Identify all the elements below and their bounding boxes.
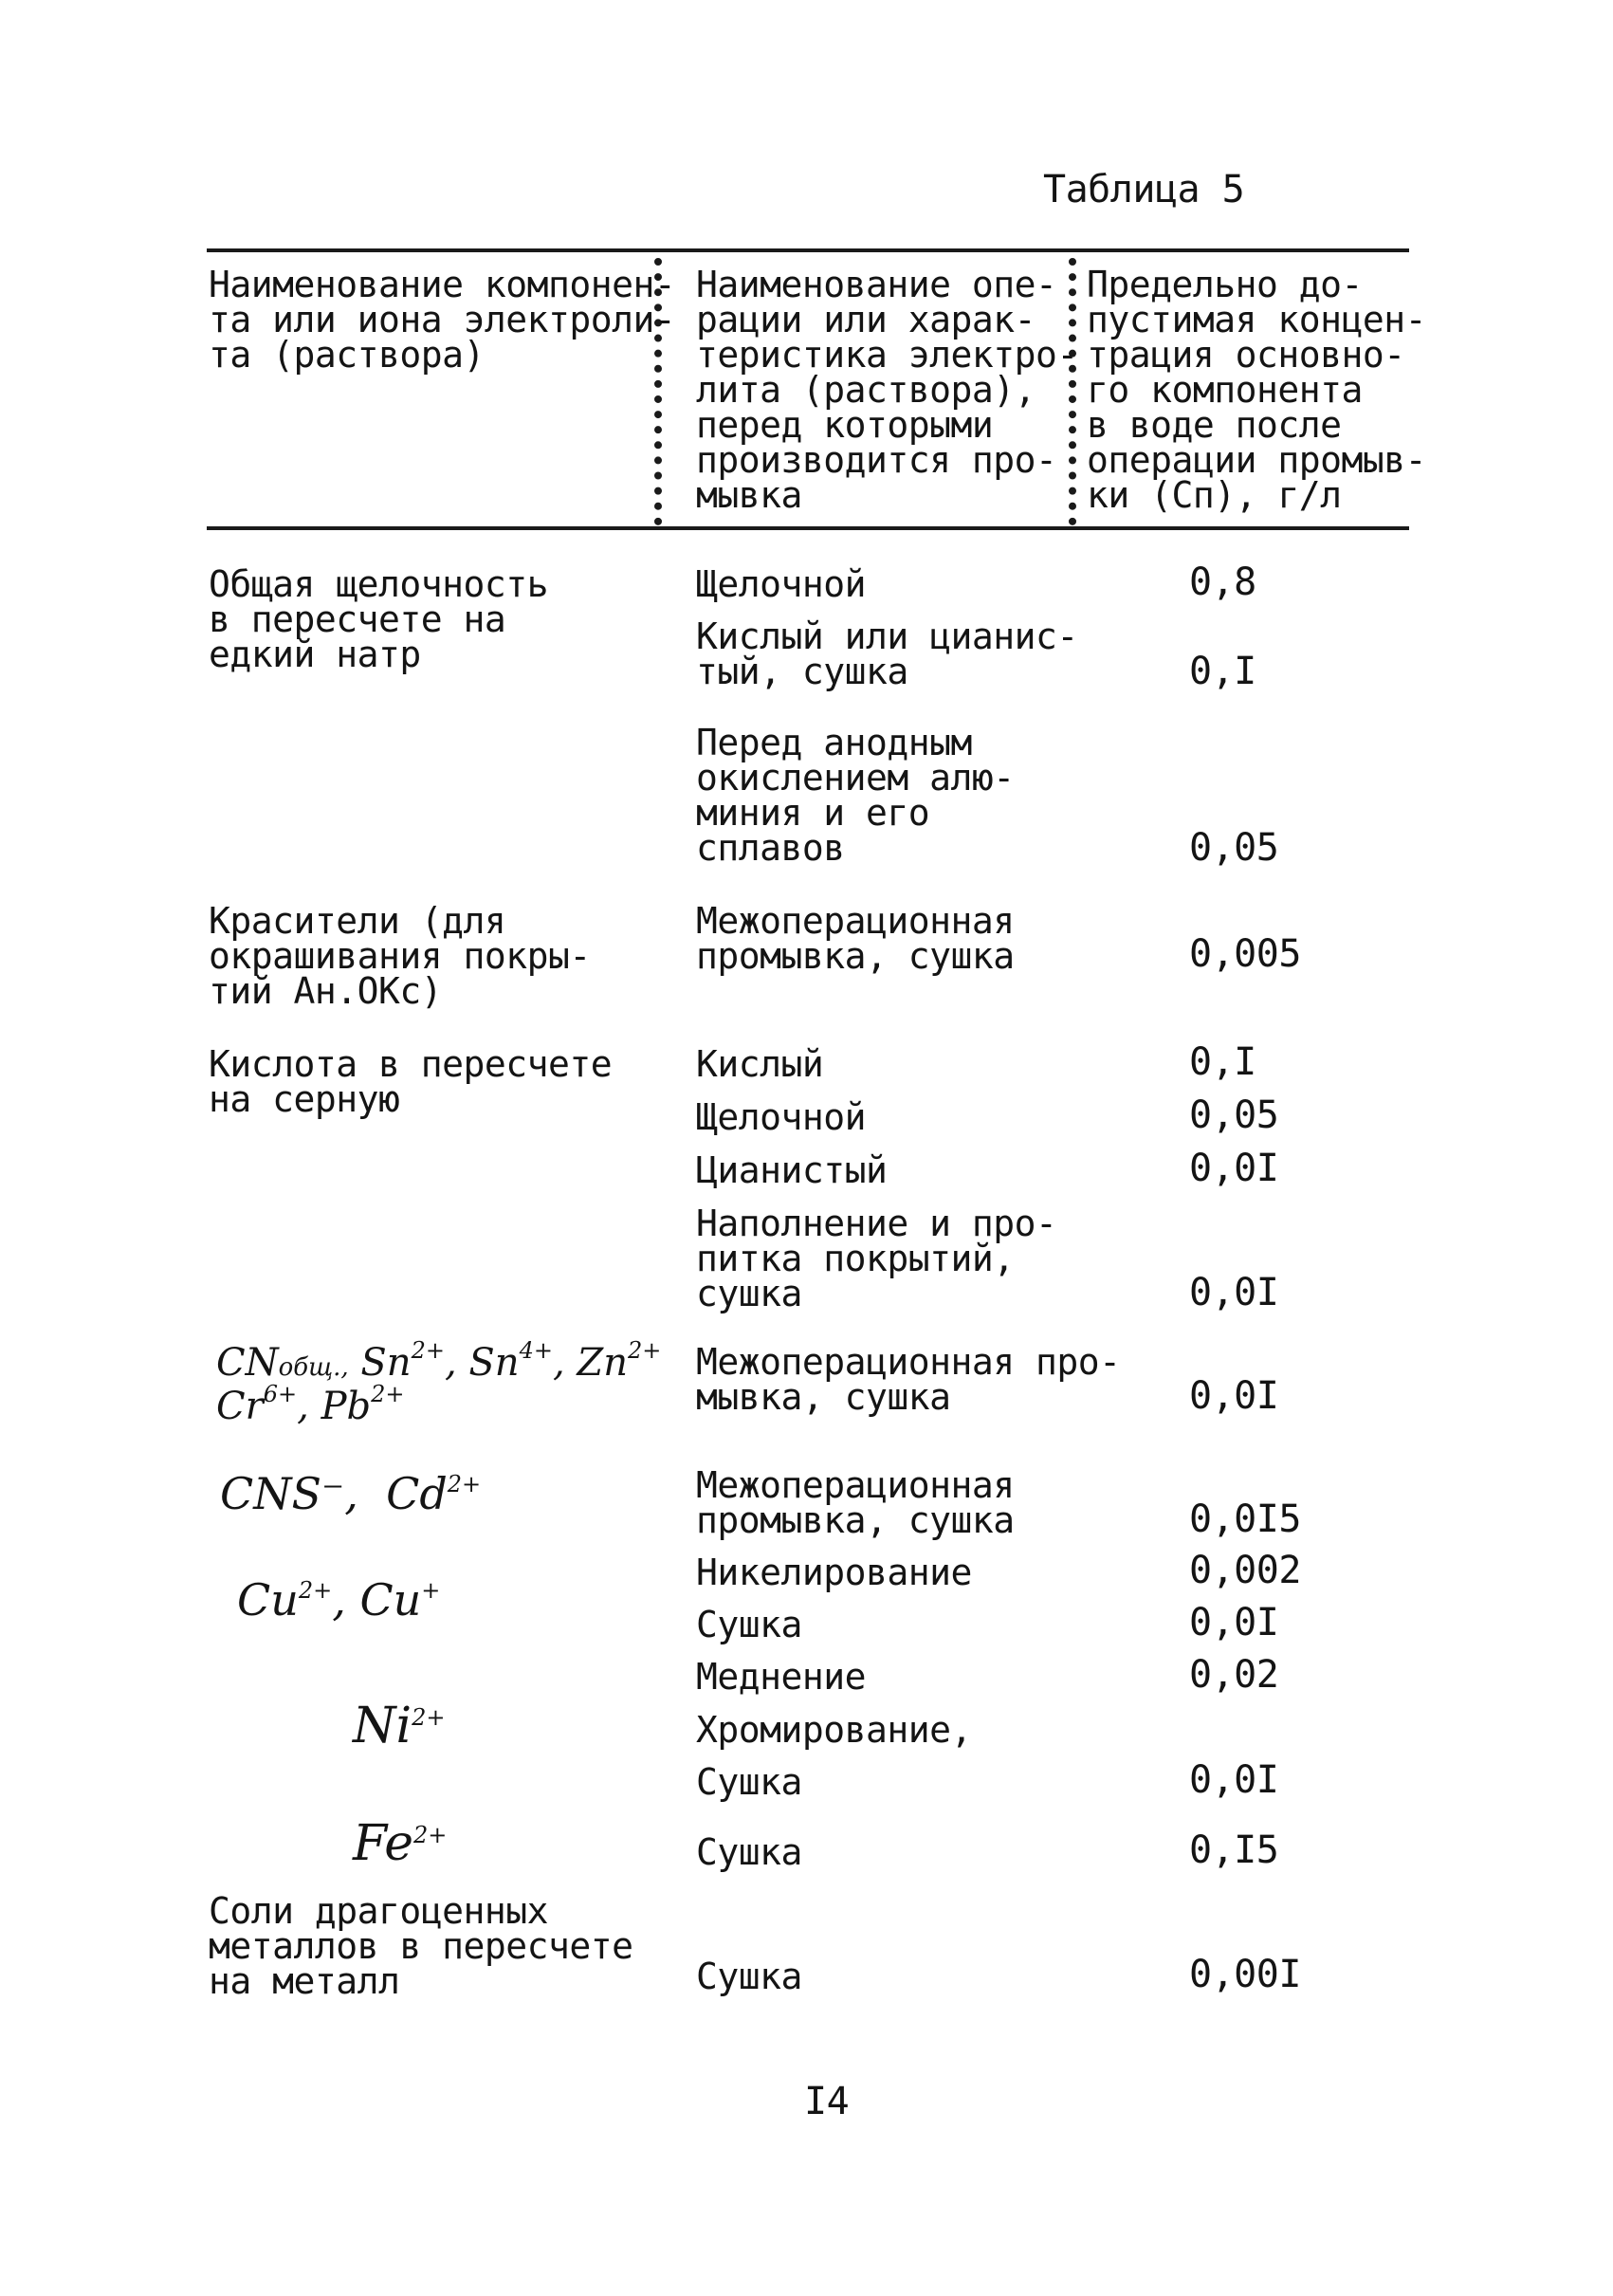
component-precious-salts: Соли драгоценных металлов в пересчете на металл <box>209 1890 633 2002</box>
header-bottom-rule <box>207 526 1409 530</box>
value-cell: 0,I <box>1189 1040 1256 1084</box>
component-cns-cd: CNS⁻, $Cd^{2+}$ <box>220 1468 482 1519</box>
value-cell: 0,05 <box>1189 1093 1279 1137</box>
operation-cell: Щелочной <box>696 563 867 605</box>
page-number: I4 <box>804 2080 850 2123</box>
operation-cell: Сушка <box>696 1761 802 1803</box>
header-component: Наименование компонен- та или иона электроли- та (раствора) <box>209 264 676 376</box>
operation-cell: Хромирование, <box>696 1709 972 1751</box>
header-operation: Наименование опе- рации или харак- теристика электро- лита (раствора), перед которыми производится про- мывка <box>696 264 1078 516</box>
value-cell: 0,00I <box>1189 1953 1301 1996</box>
component-ni: $Ni^{2+}$ <box>353 1698 446 1754</box>
header-concentration: Предельно до- пустимая концен- трация основно- го компонента в воде после операции промыв- ки (Сп), г/л <box>1087 264 1427 516</box>
operation-cell: Межоперационная промывка, сушка <box>696 900 1015 977</box>
operation-cell: Сушка <box>696 1604 802 1645</box>
value-cell: 0,0I <box>1189 1601 1279 1644</box>
value-cell: 0,0I <box>1189 1758 1279 1802</box>
value-cell: 0,02 <box>1189 1653 1279 1697</box>
value-cell: 0,0I <box>1189 1271 1279 1314</box>
header-top-rule <box>207 248 1409 252</box>
component-fe: $Fe^{2+}$ <box>353 1815 448 1872</box>
operation-cell: Кислый или цианис- тый, сушка <box>696 615 1078 692</box>
value-cell: 0,05 <box>1189 826 1279 870</box>
operation-cell: Межоперационная про- мывка, сушка <box>696 1341 1121 1418</box>
component-acid: Кислота в пересчете на серную <box>209 1043 613 1120</box>
operation-cell: Щелочной <box>696 1096 867 1138</box>
operation-cell: Межоперационная промывка, сушка <box>696 1464 1015 1541</box>
operation-cell: Цианистый <box>696 1149 888 1191</box>
operation-cell: Сушка <box>696 1956 802 1997</box>
component-dyes: Красители (для окрашивания покры- тий Ан.ОКс) <box>209 900 591 1012</box>
operation-cell: Никелирование <box>696 1552 972 1593</box>
operation-cell: Перед анодным окислением алю- миния и его сплавов <box>696 722 1015 869</box>
value-cell: 0,0I <box>1189 1147 1279 1190</box>
component-cu: $Cu^{2+}$, Cu+ <box>237 1574 441 1626</box>
value-cell: 0,005 <box>1189 932 1301 976</box>
operation-cell: Меднение <box>696 1656 867 1698</box>
value-cell: 0,0I <box>1189 1374 1279 1418</box>
operation-cell: Кислый <box>696 1043 824 1085</box>
operation-cell: Сушка <box>696 1831 802 1873</box>
value-cell: 0,8 <box>1189 560 1256 604</box>
value-cell: 0,I <box>1189 650 1256 693</box>
operation-cell: Наполнение и про- питка покрытий, сушка <box>696 1203 1057 1314</box>
table-title: Таблица 5 <box>1043 168 1245 211</box>
value-cell: 0,I5 <box>1189 1828 1279 1872</box>
component-cn-ions: CNобщ., $Sn^{2+}$, $Sn^{4+}$, $Zn^{2+}$ <box>216 1337 662 1385</box>
value-cell: 0,0I5 <box>1189 1497 1301 1541</box>
component-alkalinity: Общая щелочность в пересчете на едкий натр <box>209 563 549 675</box>
component-cr-pb: $Cr^{6+}$, $Pb^{2+}$ <box>216 1381 405 1428</box>
value-cell: 0,002 <box>1189 1549 1301 1592</box>
